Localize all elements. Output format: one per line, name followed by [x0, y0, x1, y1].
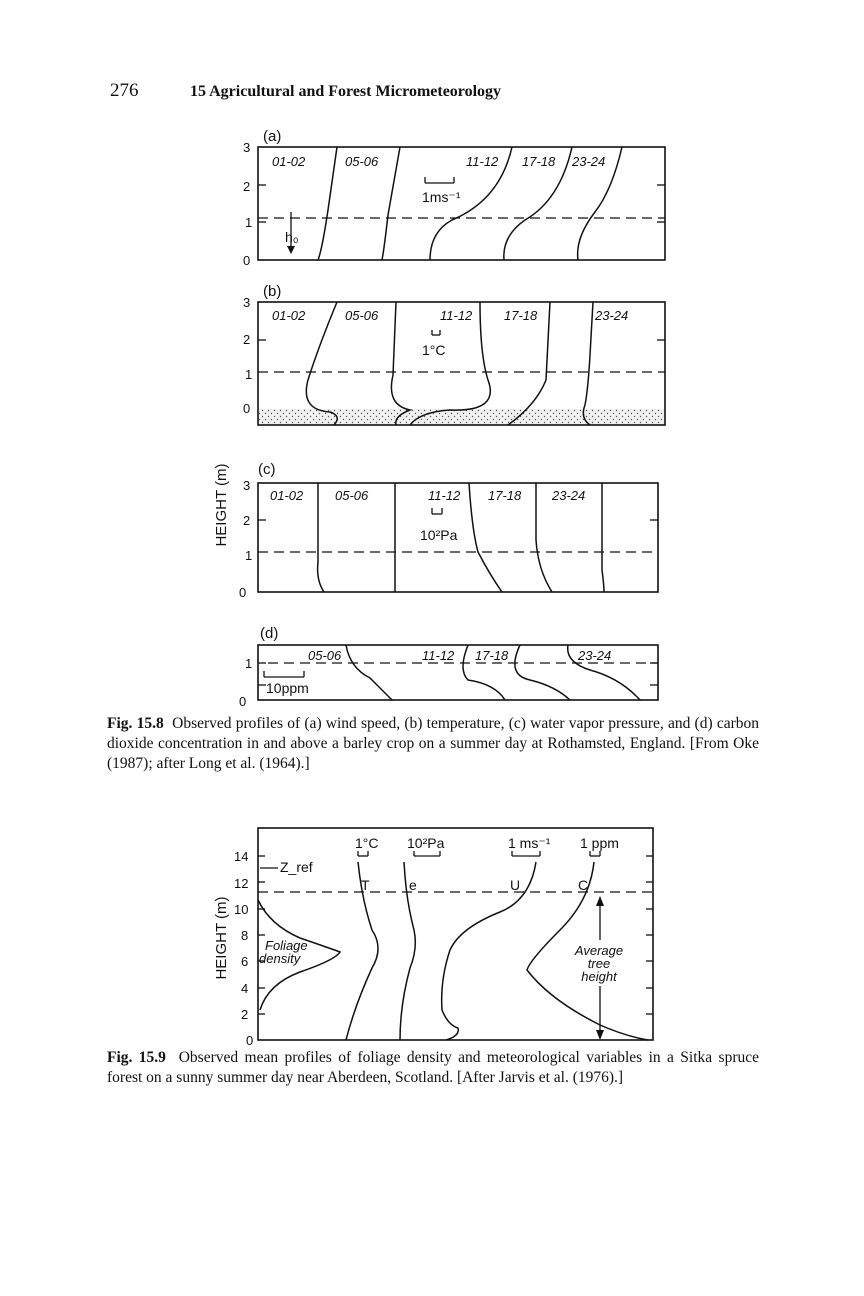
foliage-label: density	[259, 951, 301, 966]
caption-label: Fig. 15.9	[107, 1049, 166, 1066]
panel-c	[239, 461, 658, 600]
scale-label: 10²Pa	[407, 835, 445, 851]
y-tick-3: 3	[243, 478, 251, 493]
scale-label: 1 ppm	[580, 835, 619, 851]
y-tick-0: 0	[239, 694, 247, 709]
time-label: 17-18	[475, 648, 509, 663]
foliage-label: Foliage	[265, 938, 308, 953]
scale-label: 10ppm	[266, 680, 309, 696]
profile-curve	[346, 645, 392, 700]
scale-label: 1°C	[355, 835, 379, 851]
panel-label: (c)	[258, 461, 276, 478]
wind-speed-curve	[442, 862, 536, 1040]
profile-curve	[515, 645, 570, 700]
panel-b	[243, 283, 665, 425]
scale-label: 10²Pa	[420, 527, 458, 543]
figure-15-8	[0, 100, 864, 710]
profile-curve	[583, 302, 593, 425]
y-tick: 6	[241, 954, 249, 969]
time-label: 01-02	[272, 154, 306, 169]
ho-marker-label: h₀	[285, 229, 299, 245]
time-label: 17-18	[522, 154, 556, 169]
scale-label: 1ms⁻¹	[422, 189, 461, 205]
panel-label: (b)	[263, 283, 282, 300]
y-tick-1: 1	[245, 215, 253, 230]
profile-curve	[318, 483, 324, 592]
y-tick: 12	[234, 876, 249, 891]
curve-label-c: C	[578, 877, 589, 893]
profile-curve	[306, 302, 337, 425]
zref-label: Z_ref	[280, 859, 313, 875]
figure-15-8-caption	[107, 714, 759, 774]
time-label: 11-12	[428, 488, 461, 503]
y-tick-2: 2	[243, 179, 251, 194]
time-label: 23-24	[552, 488, 586, 503]
y-tick-3: 3	[243, 140, 251, 155]
profile-curve	[536, 483, 552, 592]
y-tick: 2	[241, 1007, 249, 1022]
y-tick-2: 2	[243, 332, 251, 347]
profile-curve	[382, 147, 400, 260]
curve-label-e: e	[409, 877, 417, 893]
panel-label: (d)	[260, 625, 279, 642]
panel-d	[239, 625, 658, 709]
profile-curve	[318, 147, 337, 260]
y-tick-0: 0	[243, 253, 251, 268]
y-tick-1: 1	[245, 367, 253, 382]
time-label: 23-24	[572, 154, 606, 169]
time-label: 23-24	[595, 308, 629, 323]
caption-label: Fig. 15.8	[107, 715, 164, 732]
y-tick-2: 2	[243, 513, 251, 528]
caption-text: Observed mean profiles of foliage density and meteorological variables in a Sitka spruce forest on a sunny summer day near Aberdeen, Scotland. [After Jarvis et al. (1976).]	[107, 1049, 759, 1086]
page-number: 276	[110, 80, 139, 101]
time-label: 01-02	[272, 308, 306, 323]
time-label: 23-24	[578, 648, 612, 663]
y-tick: 8	[241, 928, 249, 943]
y-tick-1: 1	[245, 656, 253, 671]
plot-frame	[258, 828, 653, 1040]
y-tick: 4	[241, 981, 249, 996]
crop-layer-stipple	[259, 409, 664, 424]
y-tick-1: 1	[245, 548, 253, 563]
y-tick: 0	[246, 1033, 254, 1045]
panel-label: (a)	[263, 128, 282, 145]
time-label: 05-06	[335, 488, 369, 503]
running-title: 15 Agricultural and Forest Micrometeorology	[190, 83, 502, 100]
caption-text: Observed profiles of (a) wind speed, (b) temperature, (c) water vapor pressure, and (d) carbon dioxide concentration in and above a barley crop on a summer day at Rothamsted, England. [From Oke (1987); after Long et al. (1964).]	[107, 715, 760, 772]
time-label: 05-06	[308, 648, 342, 663]
curve-label-u: U	[510, 877, 521, 893]
y-tick-0: 0	[239, 585, 247, 600]
time-label: 17-18	[504, 308, 538, 323]
profile-curve	[602, 483, 604, 592]
tree-height-label: height	[581, 969, 617, 984]
y-tick: 10	[234, 902, 249, 917]
scale-bars	[355, 835, 619, 856]
panel-a	[243, 128, 665, 268]
y-tick-0: 0	[243, 401, 251, 416]
time-label: 17-18	[488, 488, 522, 503]
y-tick: 14	[234, 849, 249, 864]
y-tick-3: 3	[243, 295, 251, 310]
time-label: 05-06	[345, 154, 379, 169]
y-axis-label: HEIGHT (m)	[213, 463, 230, 547]
tree-height-label: tree	[587, 956, 611, 971]
scale-label: 1 ms⁻¹	[508, 835, 551, 851]
time-label: 11-12	[466, 154, 499, 169]
scale-label: 1°C	[422, 342, 446, 358]
profile-curve	[391, 302, 410, 425]
time-label: 01-02	[270, 488, 304, 503]
time-label: 05-06	[345, 308, 379, 323]
y-ticks	[234, 849, 253, 1045]
time-label: 11-12	[422, 648, 455, 663]
y-axis-label: HEIGHT (m)	[213, 896, 230, 980]
curve-label-t: T	[361, 877, 370, 893]
tree-height-label: Average	[574, 943, 624, 958]
figure-15-9-caption	[107, 1048, 759, 1088]
time-label: 11-12	[440, 308, 473, 323]
figure-15-9	[0, 800, 864, 1045]
